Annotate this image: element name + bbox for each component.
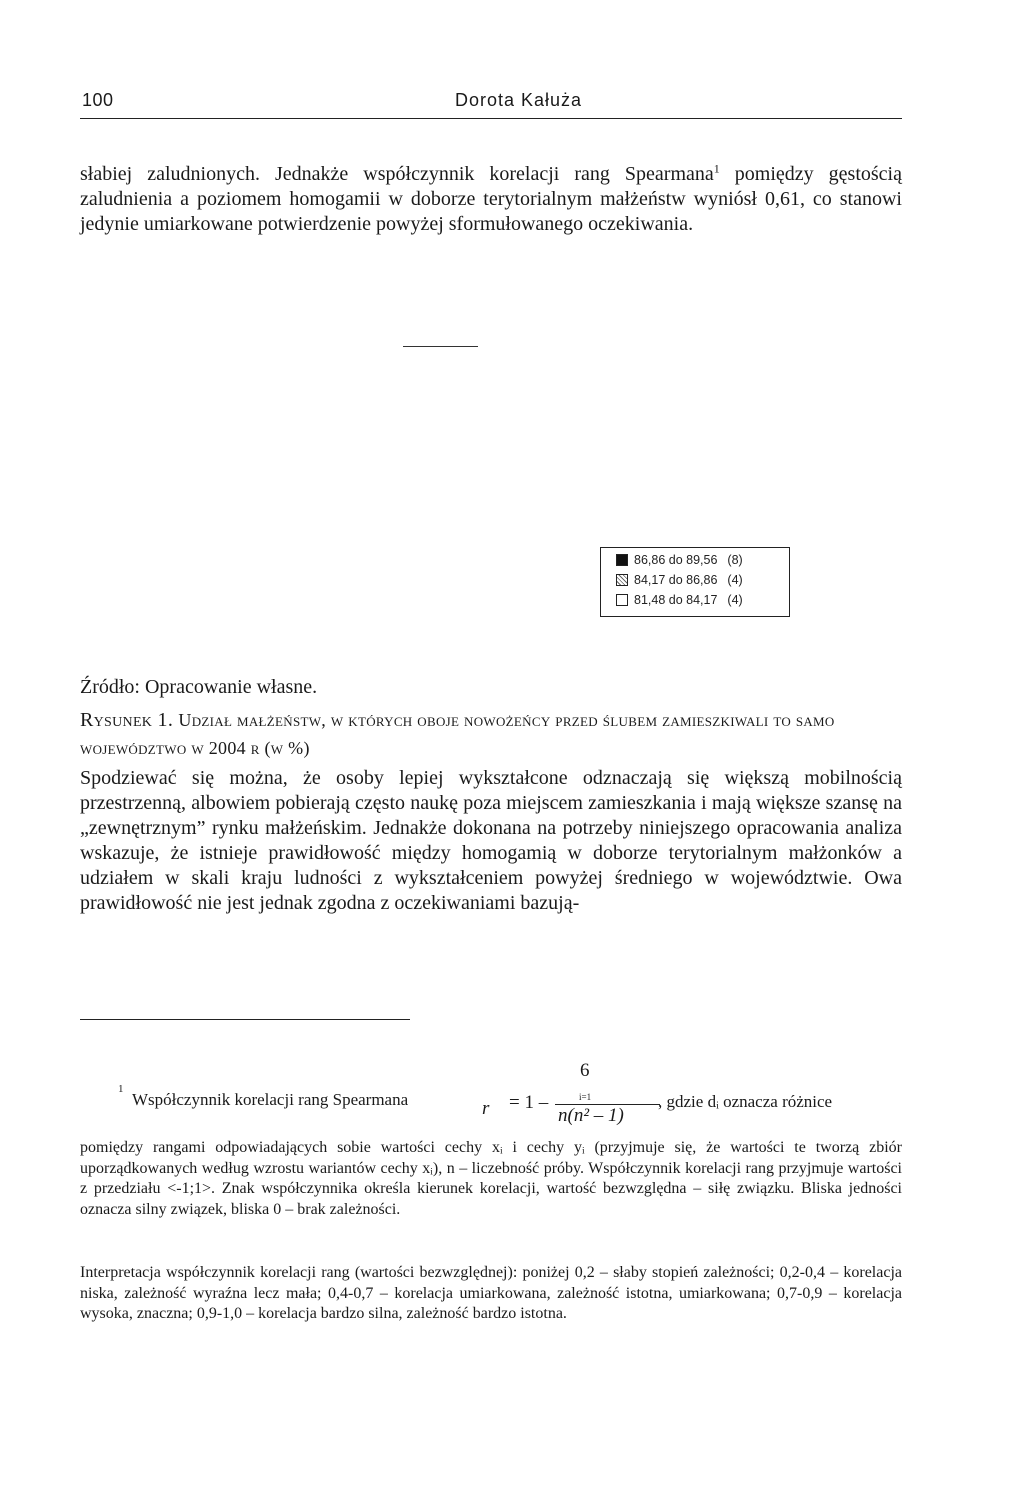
paragraph-1-part-a: słabiej zaludnionych. Jednakże współczynnik korelacji rang Spearmana xyxy=(80,163,714,185)
formula-numerator: 6 xyxy=(580,1060,590,1081)
legend-swatch-light xyxy=(616,594,628,606)
footnote-separator xyxy=(80,1019,410,1020)
footnote-tail: , gdzie dᵢ oznacza różnice xyxy=(658,1092,833,1111)
caption-lead: Rysunek 1. xyxy=(80,709,179,731)
map-fragment-line xyxy=(403,346,478,347)
paragraph-1-part-b: pomiędzy gęstością zaludnienia a poziomem homogamii w doborze terytorialnym małżeństw wyniósł 0,61, co stanowi jedynie umiarkowane potwierdzenie powyżej sformułowanego oczekiwania. xyxy=(80,163,902,235)
formula-equals: = 1 – xyxy=(509,1092,549,1113)
legend-range: 84,17 do 86,86 xyxy=(634,573,718,587)
running-header xyxy=(80,90,902,119)
legend-count: (8) xyxy=(727,553,743,567)
formula-sum-index: i=1 xyxy=(579,1092,592,1102)
footnote-interpretation: Interpretacja współczynnik korelacji rang (wartości bezwzględnej): poniżej 0,2 – słaby stopień zależności; 0,2-0,4 – korelacja niska, zależność wyraźna lecz mała; 0,4-0,7 – korelacja umiarkowana, zależność istotna, umiarkowana; 0,7-0,9 – korelacja wysoka, znaczna; 0,9-1,0 – korelacja bardzo silna, zależność bardzo istotna. xyxy=(80,1264,902,1322)
body-paragraph-1 xyxy=(80,162,902,237)
figure-source: Źródło: Opracowanie własne. xyxy=(80,676,318,698)
footnote-ref: 1 xyxy=(713,161,720,176)
legend-range: 81,48 do 84,17 xyxy=(634,593,718,607)
figure-caption xyxy=(80,707,920,763)
formula-denominator: n(n² – 1) xyxy=(558,1105,624,1126)
legend-swatch-hatched xyxy=(616,574,628,586)
footnote-intro: Współczynnik korelacji rang Spearmana xyxy=(132,1090,409,1109)
body-paragraph-2: Spodziewać się można, że osoby lepiej wykształcone odznaczają się większą mobilnością przestrzenną, albowiem pobierają często naukę poza miejscem zamieszkania i mają większe szansę na „zewnętrznym” rynku małżeńskim. Jednakże dokonana na potrzeby niniejszego opracowania analiza wskazuje, że istnieje prawidłowość między homogamią w doborze terytorialnym małżonków a udziałem w skali kraju ludności z wykształceniem powyżej średniego w województwie. Owa prawidłowość nie jest jednak zgodna z oczekiwaniami bazują- xyxy=(80,767,902,914)
legend-count: (4) xyxy=(727,593,743,607)
map-legend xyxy=(600,547,790,617)
legend-item xyxy=(616,572,743,588)
legend-swatch-dark xyxy=(616,554,628,566)
formula-r: r xyxy=(482,1098,490,1119)
legend-count: (4) xyxy=(727,573,743,587)
legend-item xyxy=(616,552,743,568)
legend-item xyxy=(616,592,743,608)
running-author: Dorota Kałuża xyxy=(455,90,583,110)
footnote-text: pomiędzy rangami odpowiadających sobie wartości cechy xᵢ i cechy yᵢ (przyjmuje się, że wartości te tworzą zbiór uporządkowanych według wzrostu wariantów cechy xᵢ), n – liczebność próby. Współczynnik korelacji rang przyjmuje wartości z przedziału <-1;1>. Znak współczynnika określa kierunek korelacji, wartość bezwzględna – siłę związku. Bliska jedności oznacza silny związek, bliska 0 – brak zależności. xyxy=(80,1139,902,1218)
caption-text: Udział małżeństw, w których oboje nowożeńcy przed ślubem zamieszkiwali to samo województwo w 2004 r (w %) xyxy=(80,710,835,758)
footnote-mark: 1 xyxy=(118,1083,124,1095)
footnote-formula-line xyxy=(80,1060,902,1130)
page-number: 100 xyxy=(82,90,114,110)
legend-range: 86,86 do 89,56 xyxy=(634,553,718,567)
